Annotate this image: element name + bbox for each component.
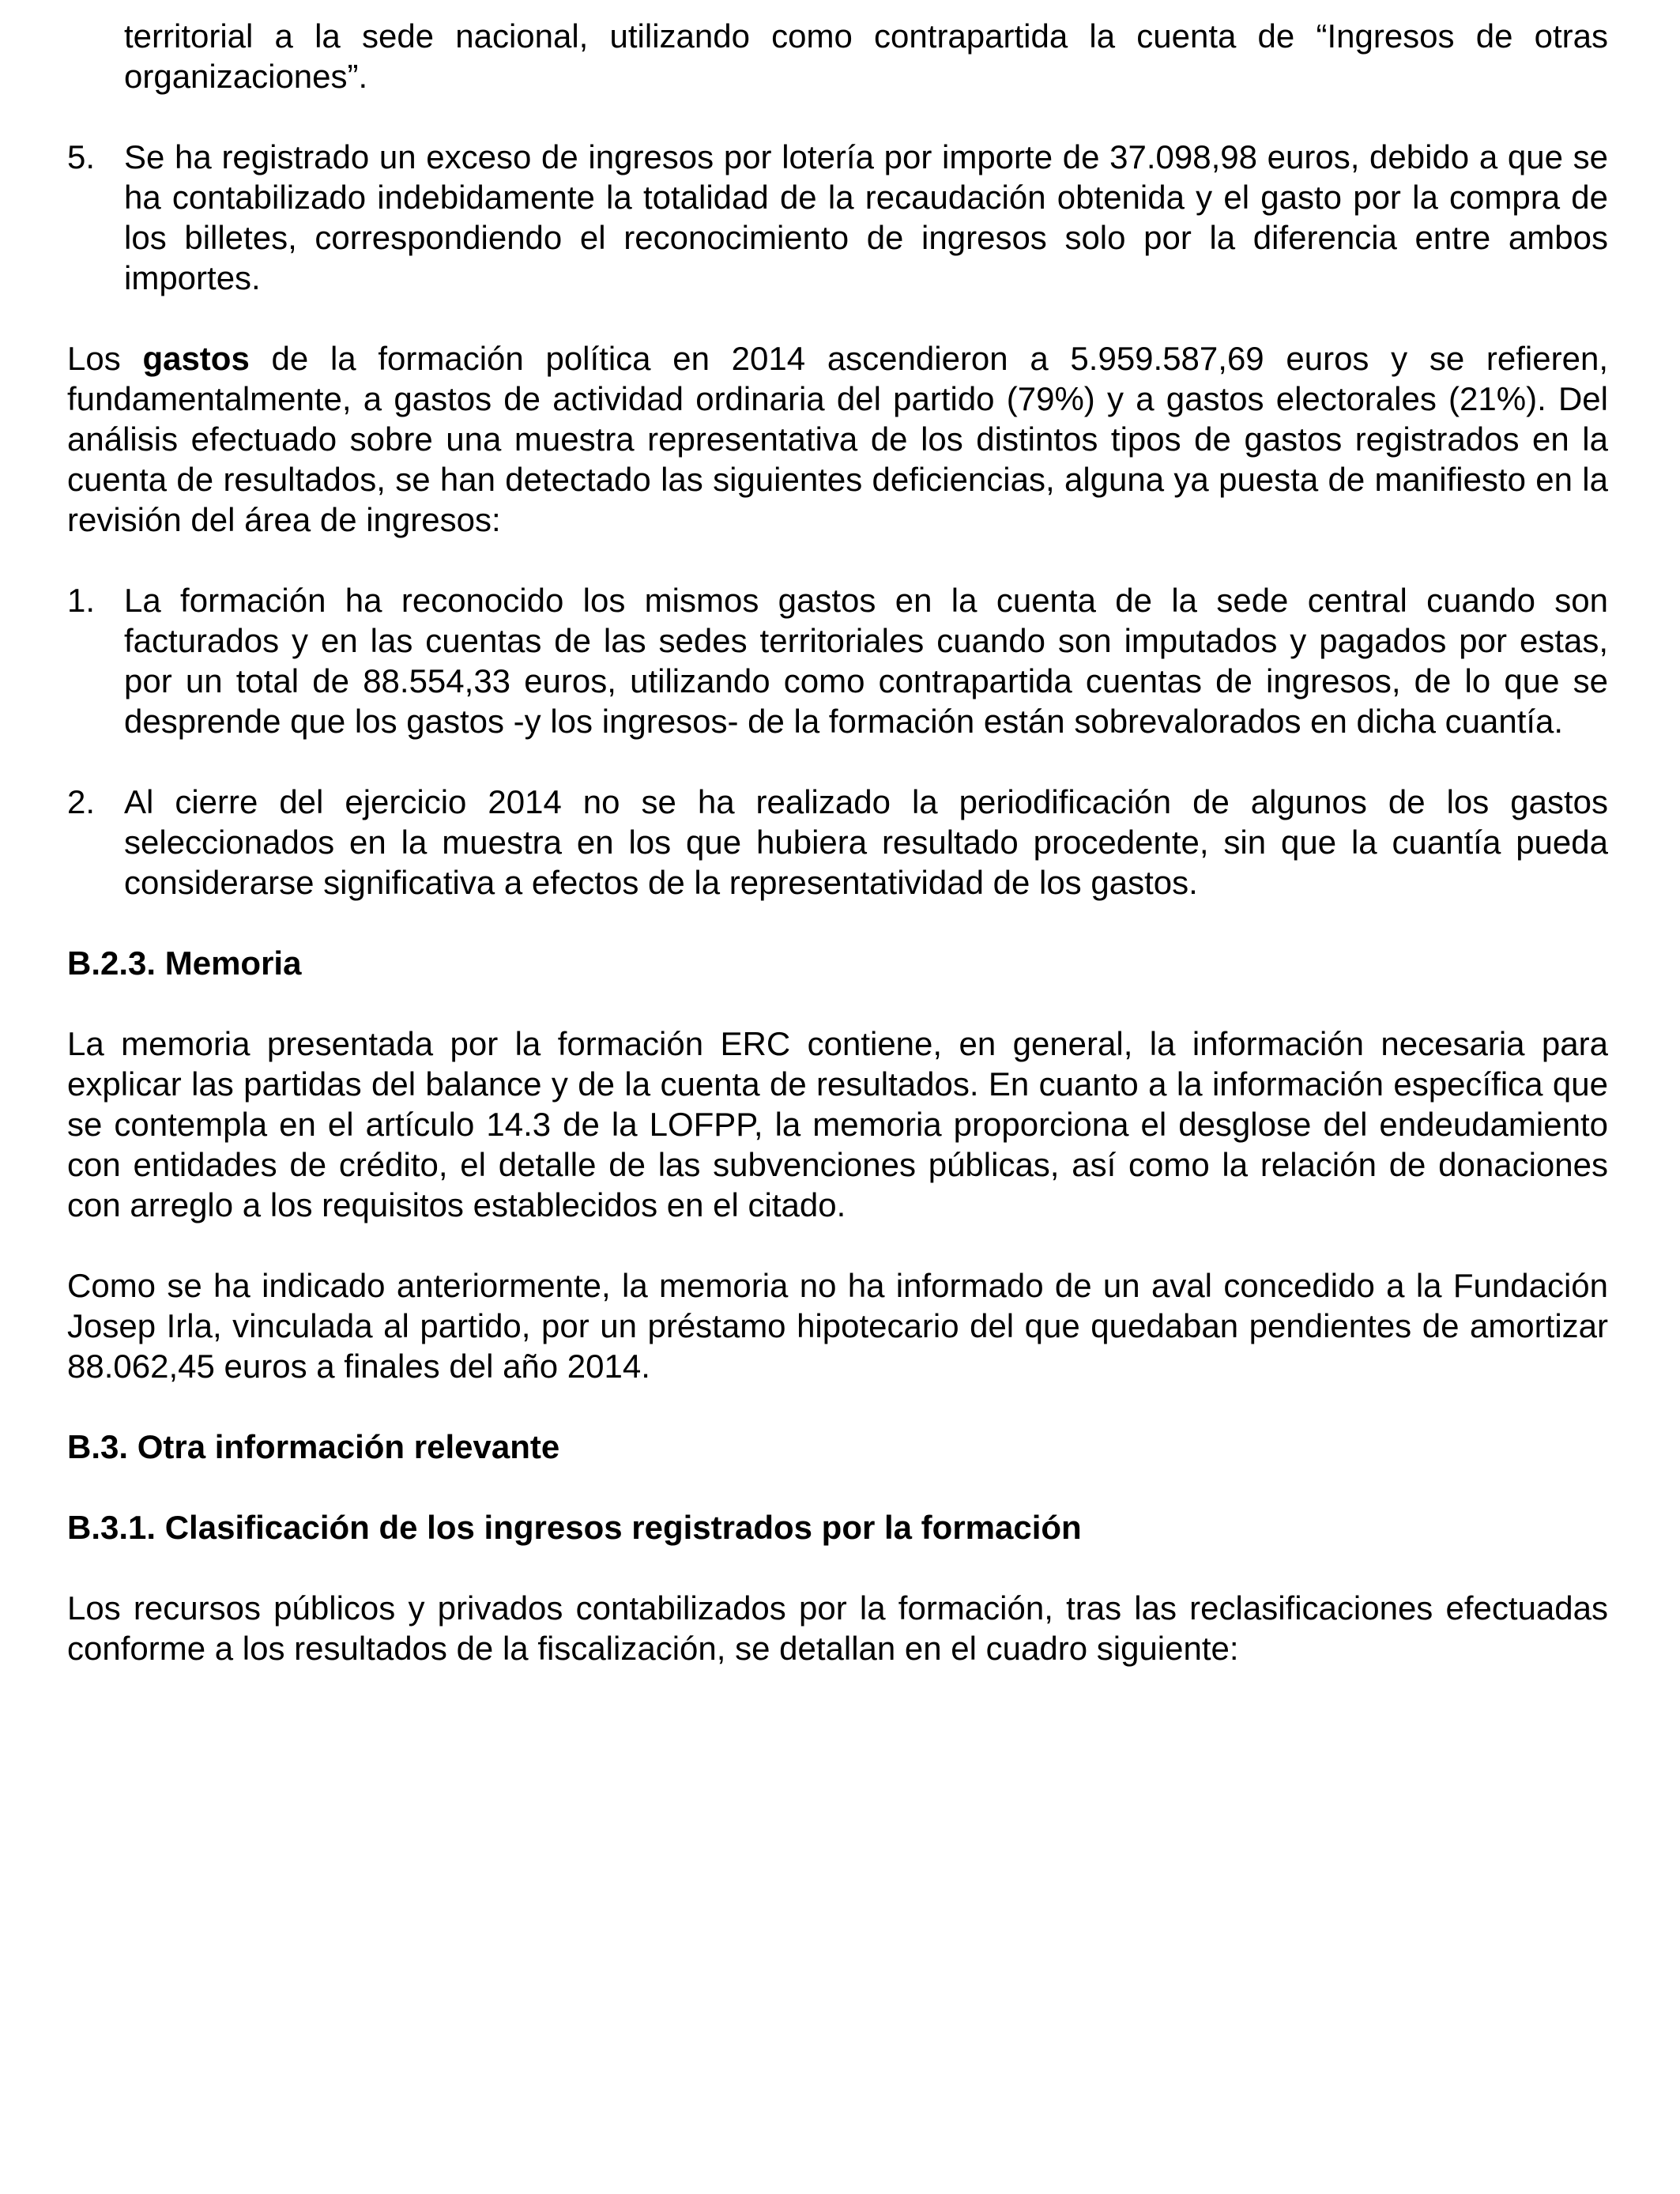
section-heading-b31: B.3.1. Clasificación de los ingresos registrados por la formación	[67, 1509, 1082, 1546]
list-item-number: 1.	[67, 582, 96, 619]
gastos-prefix: Los	[67, 340, 143, 377]
spacer	[67, 96, 1608, 137]
spacer	[67, 903, 1608, 943]
list-item-text: Se ha registrado un exceso de ingresos por lotería por importe de 37.098,98 euros, debido a que se ha contabilizado indebidamente la totalidad de la recaudación obtenida y el gasto por la compra de los billetes, correspondiendo el reconocimiento de ingresos solo por la diferencia entre ambos importes.	[124, 138, 1608, 296]
section-heading-b3: B.3. Otra información relevante	[67, 1428, 560, 1465]
spacer	[67, 540, 1608, 580]
spacer	[67, 741, 1608, 782]
document-page	[67, 16, 1608, 1668]
spacer	[67, 1467, 1608, 1507]
list-item	[67, 580, 1608, 741]
memoria-paragraph-1: La memoria presentada por la formación ERC contiene, en general, la información necesaria para explicar las partidas del balance y de la cuenta de resultados. En cuanto a la información específica que se contempla en el artículo 14.3 de la LOFPP, la memoria proporciona el desglose del endeudamiento con entidades de crédito, el detalle de las subvenciones públicas, así como la relación de donaciones con arreglo a los requisitos establecidos en el citado.	[67, 1025, 1608, 1223]
spacer	[67, 298, 1608, 338]
spacer	[67, 1386, 1608, 1427]
list-item-text: La formación ha reconocido los mismos gastos en la cuenta de la sede central cuando son facturados y en las cuentas de las sedes territoriales cuando son imputados y pagados por estas, por un total de 88.554,33 euros, utilizando como contrapartida cuentas de ingresos, de lo que se desprende que los gastos -y los ingresos- de la formación están sobrevalorados en dicha cuantía.	[124, 582, 1608, 740]
memoria-paragraph-2: Como se ha indicado anteriormente, la memoria no ha informado de un aval concedido a la Fundación Josep Irla, vinculada al partido, por un préstamo hipotecario del que quedaban pendientes de amortizar 88.062,45 euros a finales del año 2014.	[67, 1267, 1608, 1385]
list-item-text: Al cierre del ejercicio 2014 no se ha realizado la periodificación de algunos de los gastos seleccionados en la muestra en los que hubiera resultado procedente, sin que la cuantía pueda considerarse significativa a efectos de la representatividad de los gastos.	[124, 783, 1608, 901]
list-item	[67, 782, 1608, 903]
section-heading-b23: B.2.3. Memoria	[67, 944, 302, 982]
clasificacion-paragraph: Los recursos públicos y privados contabilizados por la formación, tras las reclasificaciones efectuadas conforme a los resultados de la fiscalización, se detallan en el cuadro siguiente:	[67, 1589, 1608, 1667]
list-item-number: 5.	[67, 138, 96, 175]
spacer	[67, 1225, 1608, 1265]
list-item	[67, 137, 1608, 298]
gastos-bold: gastos	[142, 340, 250, 377]
continuation-paragraph: territorial a la sede nacional, utilizando como contrapartida la cuenta de “Ingresos de otras organizaciones”.	[124, 17, 1608, 95]
spacer	[67, 983, 1608, 1023]
gastos-paragraph	[67, 338, 1608, 540]
list-item-number: 2.	[67, 783, 96, 820]
gastos-suffix: de la formación política en 2014 ascendieron a 5.959.587,69 euros y se refieren, fundamentalmente, a gastos de actividad ordinaria del partido (79%) y a gastos electorales (21%). Del análisis efectuado sobre una muestra representativa de los distintos tipos de gastos registrados en la cuenta de resultados, se han detectado las siguientes deficiencias, alguna ya puesta de manifiesto en la revisión del área de ingresos:	[67, 340, 1608, 538]
spacer	[67, 1547, 1608, 1588]
